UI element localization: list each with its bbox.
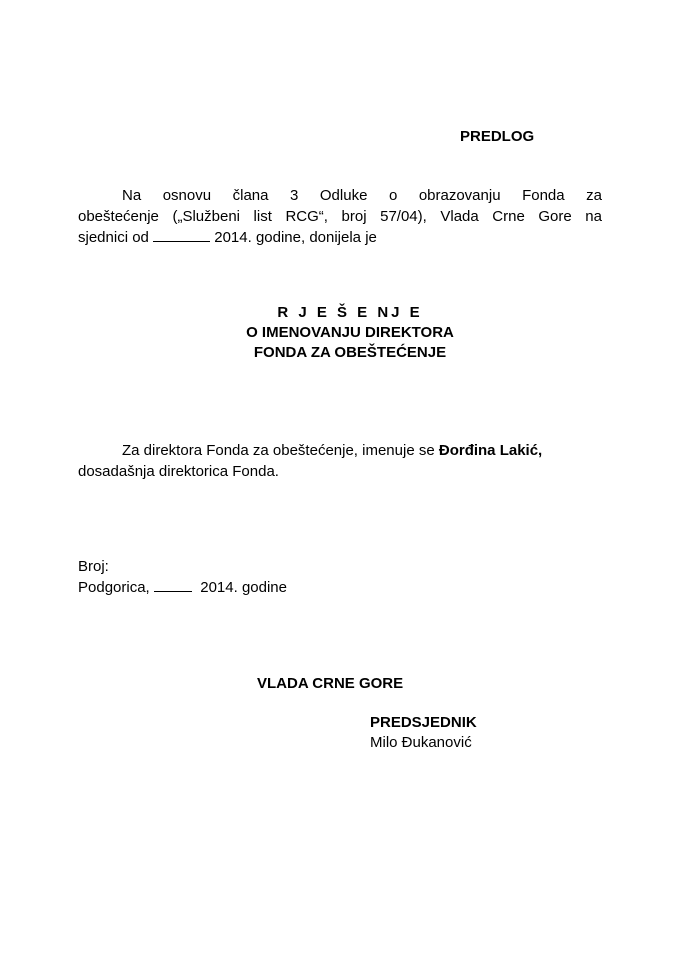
president-title: PREDSJEDNIK [370,714,477,731]
decision-text-prefix: Za direktora Fonda za obeštećenje, imenuje se [122,442,439,459]
intro-line-3-prefix: sjednici od [78,229,149,246]
heading-subtitle-1: O IMENOVANJU DIREKTORA [246,324,454,341]
decision-paragraph [78,440,602,482]
proposal-label: PREDLOG [460,128,535,145]
intro-line-1: Na osnovu člana 3 Odluke o obrazovanju Fonda za [122,187,602,204]
appointee-name: Đorđina Lakić, [438,442,543,459]
number-label: Broj: [78,558,109,575]
date-blank-line-2 [154,578,192,592]
heading-title: R J E Š E NJ E [277,304,423,321]
place: Podgorica, [78,579,150,596]
signature-block [370,713,477,753]
intro-line-3-suffix: 2014. godine, donijela je [214,229,377,246]
heading-subtitle-2: FONDA ZA OBEŠTEĆENJE [253,344,447,361]
decision-line-2: dosadašnja direktorica Fonda. [78,463,279,480]
government-name: VLADA CRNE GORE [257,675,404,692]
date-suffix: 2014. godine [200,579,287,596]
president-name: Milo Đukanović [370,734,472,751]
intro-line-3 [78,227,602,248]
intro-paragraph [78,185,602,248]
document-meta [78,556,287,598]
date-blank-line [153,228,210,242]
intro-line-2: obeštećenje („Službeni list RCG“, broj 57/04), Vlada Crne Gore na [78,208,602,225]
decision-heading [200,303,500,363]
decision-line-1 [78,440,602,461]
place-date-line [78,577,287,598]
